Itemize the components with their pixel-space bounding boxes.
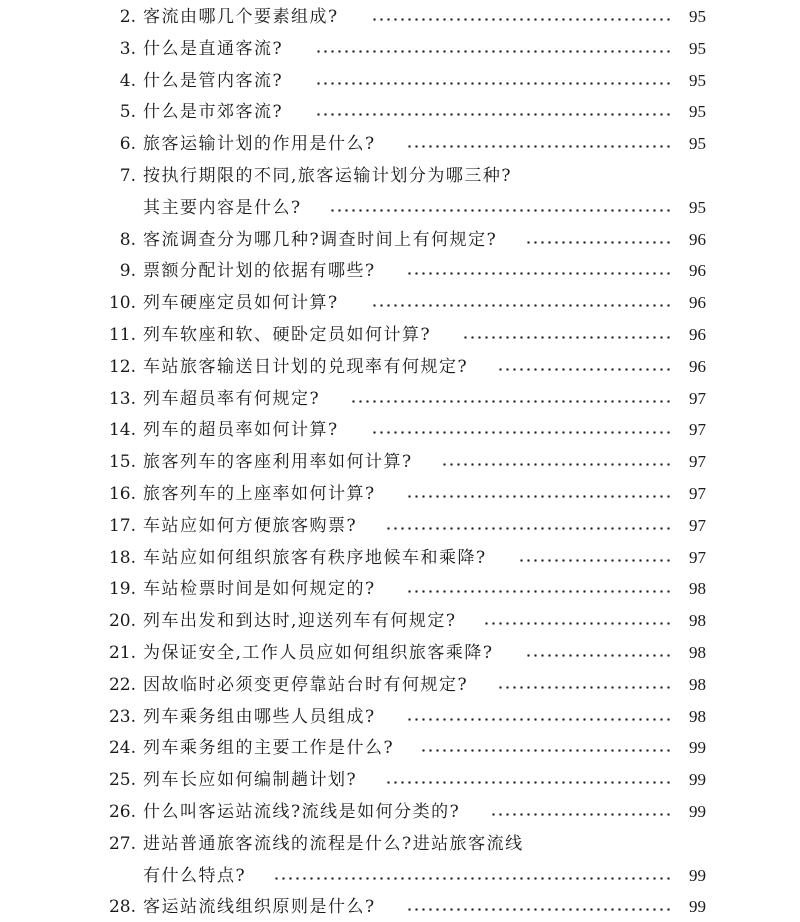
toc-entry-page: 97 <box>689 420 706 440</box>
toc-entry <box>0 829 800 859</box>
toc-entry-number: 19. <box>108 579 136 600</box>
toc-entry <box>0 288 800 318</box>
dot-leader <box>518 559 672 562</box>
toc-entry-title: 车站检票时间是如何规定的? <box>143 579 376 600</box>
toc-entry <box>0 415 800 445</box>
toc-entry <box>0 606 800 636</box>
toc-entry-title: 列车硬座定员如何计算? <box>143 293 339 314</box>
toc-entry-number: 14. <box>108 420 136 441</box>
dot-leader <box>525 654 672 657</box>
toc-entry-title: 车站应如何方便旅客购票? <box>143 515 358 536</box>
toc-entry <box>0 225 800 255</box>
toc-entry <box>0 861 800 891</box>
dot-leader <box>406 495 672 498</box>
toc-entry <box>0 161 800 191</box>
toc-entry-page: 96 <box>689 325 706 344</box>
toc-entry <box>0 97 800 127</box>
toc-entry <box>0 66 800 96</box>
toc-entry-page: 95 <box>689 102 706 122</box>
toc-entry-number: 8. <box>119 229 136 250</box>
toc-entry-page: 97 <box>689 388 706 408</box>
toc-entry-number: 28. <box>108 897 136 918</box>
toc-entry-number: 5. <box>119 102 136 123</box>
toc-entry <box>0 479 800 509</box>
toc-entry-page: 97 <box>689 484 706 503</box>
dot-leader <box>406 908 672 911</box>
toc-entry-title: 旅客运输计划的作用是什么? <box>143 134 376 155</box>
toc-entry-page: 96 <box>689 229 706 249</box>
toc-entry-page: 95 <box>689 134 706 154</box>
dot-leader <box>406 590 672 593</box>
dot-leader <box>315 113 672 116</box>
toc-entry-title: 列车长应如何编制趟计划? <box>143 770 358 791</box>
dot-leader <box>273 877 672 880</box>
toc-entry <box>0 320 800 350</box>
dot-leader <box>315 82 672 85</box>
toc-entry-number: 18. <box>108 547 136 568</box>
toc-entry-page: 98 <box>689 579 706 599</box>
dot-leader <box>385 781 672 784</box>
toc-entry-page: 96 <box>689 356 706 376</box>
toc-entry-number: 9. <box>119 261 136 282</box>
toc-entry <box>0 34 800 64</box>
toc-entry <box>0 574 800 604</box>
toc-entry <box>0 129 800 159</box>
toc-entry-page: 97 <box>689 547 706 567</box>
toc-entry-number: 10. <box>108 293 136 314</box>
toc-entry-number: 16. <box>108 484 136 504</box>
toc-entry-number: 4. <box>119 70 136 91</box>
dot-leader <box>371 304 672 307</box>
toc-entry-page: 97 <box>689 452 706 472</box>
toc-entry-title: 什么是市郊客流? <box>143 102 284 123</box>
toc-entry <box>0 733 800 763</box>
dot-leader <box>420 749 672 752</box>
toc-entry-title: 列车的超员率如何计算? <box>143 420 339 441</box>
toc-entry-number: 26. <box>108 802 136 822</box>
toc-entry-title: 旅客列车的上座率如何计算? <box>143 484 376 504</box>
dot-leader <box>462 336 672 339</box>
toc-entry <box>0 193 800 223</box>
toc-entry-number: 12. <box>108 356 136 377</box>
toc-entry-title: 列车出发和到达时,迎送列车有何规定? <box>143 611 457 632</box>
toc-entry <box>0 447 800 477</box>
toc-entry-number: 3. <box>119 38 136 59</box>
toc-entry-page: 98 <box>689 706 706 726</box>
toc-entry-title: 进站普通旅客流线的流程是什么?进站旅客流线 <box>143 833 524 854</box>
toc-entry <box>0 892 800 922</box>
toc-entry <box>0 384 800 414</box>
toc-entry-title: 客流由哪几个要素组成? <box>143 7 339 27</box>
toc-entry-title: 票额分配计划的依据有哪些? <box>143 261 376 282</box>
toc-entry-title: 什么叫客运站流线?流线是如何分类的? <box>143 802 461 822</box>
toc-entry <box>0 256 800 286</box>
toc-entry <box>0 638 800 668</box>
toc-entry-title: 按执行期限的不同,旅客运输计划分为哪三种? <box>143 166 513 186</box>
dot-leader <box>497 368 672 371</box>
toc-entry-number: 13. <box>108 388 136 409</box>
dot-leader <box>329 209 672 212</box>
dot-leader <box>406 272 672 275</box>
toc-entry-title: 为保证安全,工作人员应如何组织旅客乘降? <box>143 643 494 663</box>
dot-leader <box>350 400 672 403</box>
toc-entry-number: 15. <box>108 452 136 473</box>
toc-entry-number: 17. <box>108 515 136 536</box>
toc-entry-title: 什么是直通客流? <box>143 38 284 59</box>
toc-entry <box>0 765 800 795</box>
toc-entry-page: 95 <box>689 7 706 26</box>
toc-entry-title: 列车软座和软、硬卧定员如何计算? <box>143 325 432 345</box>
toc-entry-title: 因故临时必须变更停靠站台时有何规定? <box>143 674 469 695</box>
dot-leader <box>497 686 672 689</box>
toc-entry-page: 95 <box>689 197 706 217</box>
dot-leader <box>371 431 672 434</box>
toc-entry-page: 96 <box>689 261 706 281</box>
toc-entry <box>0 511 800 541</box>
toc-entry-page: 98 <box>689 643 706 662</box>
toc-entry-title: 什么是管内客流? <box>143 70 284 91</box>
dot-leader <box>525 241 672 244</box>
dot-leader <box>490 813 672 816</box>
toc-entry-number: 22. <box>108 674 136 695</box>
toc-entry-number: 24. <box>108 738 136 759</box>
toc-entry <box>0 543 800 573</box>
toc-entry-title: 客运站流线组织原则是什么? <box>143 897 376 918</box>
toc-entry-number: 20. <box>108 611 136 632</box>
toc-entry-number: 6. <box>119 134 136 155</box>
toc-entry-page: 99 <box>689 897 706 917</box>
toc-entry-page: 99 <box>689 802 706 821</box>
toc-entry-title: 车站旅客输送日计划的兑现率有何规定? <box>143 356 469 377</box>
toc-entry-number: 2. <box>119 7 136 27</box>
toc-entry <box>0 2 800 32</box>
dot-leader <box>483 622 672 625</box>
toc-entry-title: 列车超员率有何规定? <box>143 388 321 409</box>
toc-entry-number: 11. <box>108 325 136 345</box>
dot-leader <box>385 527 672 530</box>
dot-leader <box>406 145 672 148</box>
toc-entry-page: 99 <box>689 770 706 790</box>
toc-entry-title: 列车乘务组的主要工作是什么? <box>143 738 395 759</box>
toc-entry-number: 23. <box>108 706 136 727</box>
toc-entry-page: 98 <box>689 674 706 694</box>
toc-entry-title: 客流调查分为哪几种?调查时间上有何规定? <box>143 229 498 250</box>
toc-entry-number: 27. <box>108 833 136 854</box>
toc-entry-page: 95 <box>689 70 706 90</box>
toc-entry-title: 有什么特点? <box>143 865 247 886</box>
toc-entry-number: 25. <box>108 770 136 791</box>
toc-entry-page: 98 <box>689 611 706 631</box>
toc-entry-page: 96 <box>689 293 706 313</box>
toc-entry <box>0 797 800 827</box>
toc-entry-title: 其主要内容是什么? <box>143 197 302 218</box>
toc-entry-number: 7. <box>119 166 136 186</box>
toc-entry-page: 95 <box>689 38 706 58</box>
dot-leader <box>406 718 672 721</box>
toc-entry-page: 99 <box>689 865 706 885</box>
toc-entry-title: 旅客列车的客座利用率如何计算? <box>143 452 413 473</box>
toc-entry <box>0 670 800 700</box>
toc-entry-title: 车站应如何组织旅客有秩序地候车和乘降? <box>143 547 487 568</box>
toc-entry-page: 99 <box>689 738 706 758</box>
dot-leader <box>315 50 672 53</box>
dot-leader <box>371 18 672 21</box>
toc-entry <box>0 352 800 382</box>
dot-leader <box>441 463 672 466</box>
toc-entry <box>0 702 800 732</box>
toc-entry-number: 21. <box>108 643 136 663</box>
toc-entry-page: 97 <box>689 515 706 535</box>
toc-entry-title: 列车乘务组由哪些人员组成? <box>143 706 376 727</box>
